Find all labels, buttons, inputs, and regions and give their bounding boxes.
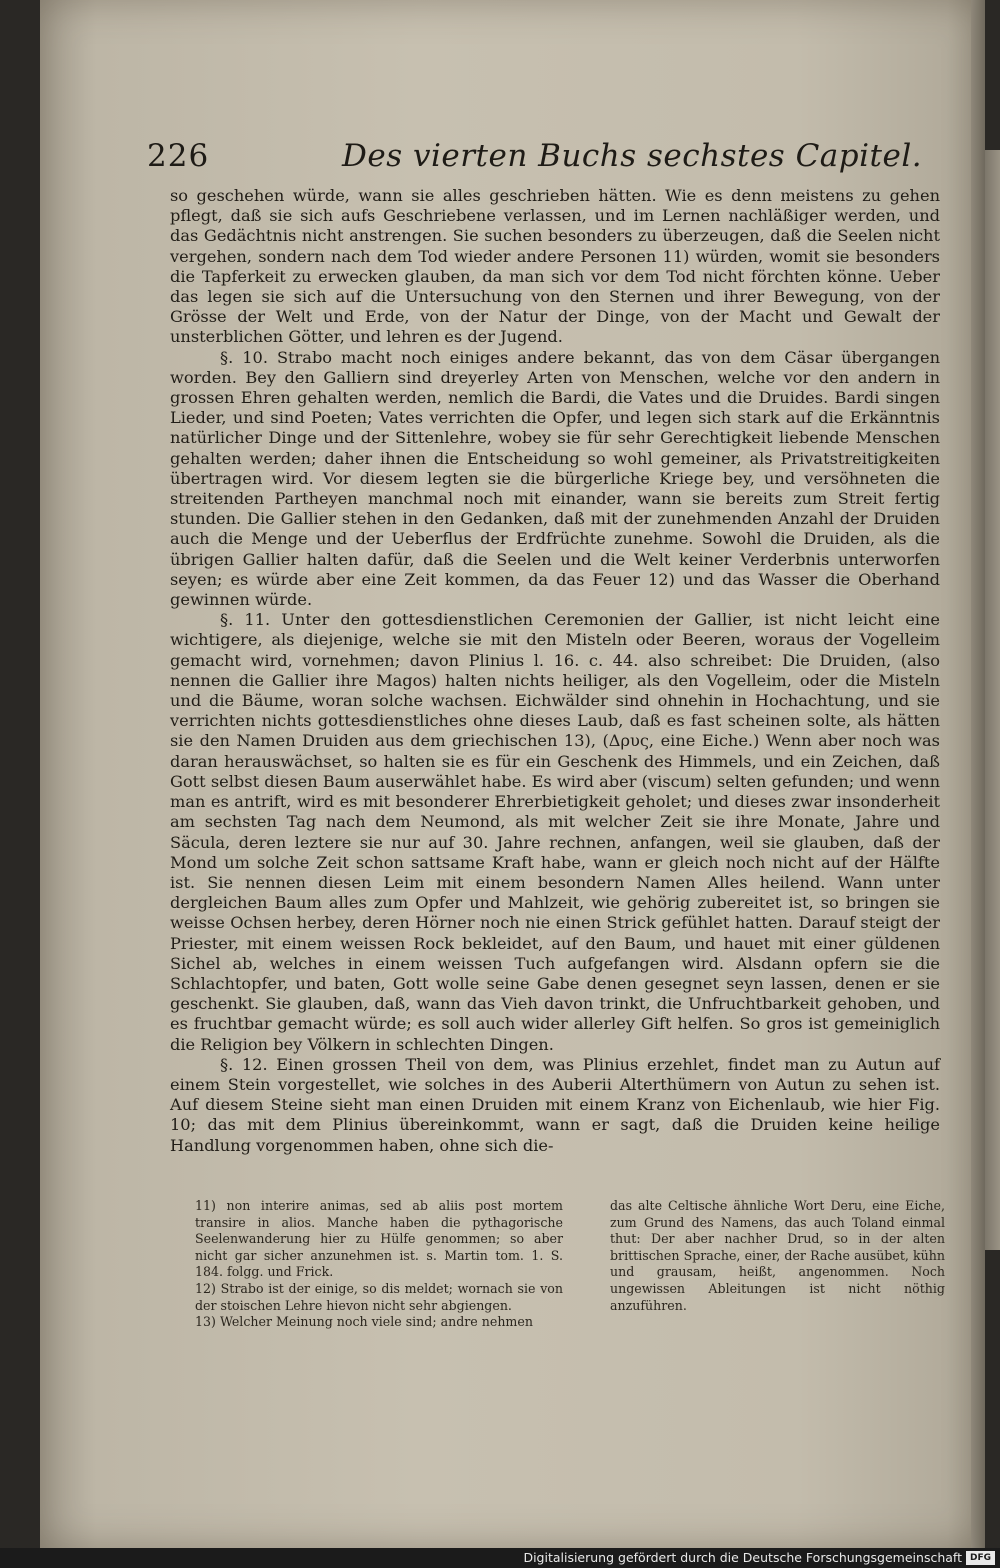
footnote-13-continuation: das alte Celtische ähnliche Wort Deru, eine Eiche, zum Grund des Namens, das auch Toland einmal thut: Der aber nachher Drud, so in der alten brittischen Sprache, einer, der Rache ausübet, kühn und grausam, heißt, angenommen. Noch ungewissen Ableitungen ist nicht nöthig anzuführen.	[610, 1198, 945, 1313]
page-number: 226	[147, 138, 210, 174]
digitization-credit: Digitalisierung gefördert durch die Deutsche Forschungsgemeinschaft	[523, 1550, 962, 1565]
footnote-11: 11) non interire animas, sed ab aliis post mortem transire in alios. Manche haben die pythagorische Seelenwanderung hier zu Hülfe genommen; so aber nicht gar sicher anzunehmen ist. s. Martin tom. 1. S. 184. folgg. und Frick.	[195, 1198, 563, 1280]
paragraph-section-11: §. 11. Unter den gottesdienstlichen Ceremonien der Gallier, ist nicht leicht eine wichtigere, als diejenige, welche sie mit den Misteln oder Beeren, woraus der Vogelleim gemacht wird, vornehmen; davon Plinius l. 16. c. 44. also schreibet: Die Druiden, (also nennen die Gallier ihre Magos) halten nichts heiliger, als den Vogelleim, oder die Misteln und die Bäume, woran solche wachsen. Eichwälder sind ohnehin in Hochachtung, und sie verrichten nichts gottesdienstliches ohne dieses Laub, daß es fast scheinen solte, als hätten sie den Namen Druiden aus dem griechischen 13), (Δρυς, eine Eiche.) Wenn aber noch was daran herauswächset, so halten sie es für ein Geschenk des Himmels, und ein Zeichen, daß Gott selbst diesen Baum auserwählet habe. Es wird aber (viscum) selten gefunden; und wenn man es antrift, wird es mit besonderer Ehrerbietigkeit geholet; und dieses zwar insonderheit am sechsten Tag nach dem Neumond, als mit welcher Zeit sie ihre Monate, Jahre und Säcula, deren leztere sie nur auf 30. Jahre rechnen, anfangen, weil sie glauben, daß der Mond um solche Zeit schon sattsame Kraft habe, wann er gleich noch nicht auf der Hälfte ist. Sie nennen diesen Leim mit einem besondern Namen Alles heilend. Wann unter dergleichen Baum alles zum Opfer und Mahlzeit, wie gehörig zubereitet ist, so bringen sie weisse Ochsen herbey, deren Hörner noch nie einen Strick gefühlet hatten. Darauf steigt der Priester, mit einem weissen Rock bekleidet, auf den Baum, und hauet mit einer güldenen Sichel ab, welches in einem weissen Tuch aufgefangen wird. Alsdann opfern sie die Schlachtopfer, und baten, Gott wolle seine Gabe denen gesegnet seyn lassen, denen er sie geschenkt. Sie glauben, daß, wann das Vieh davon trinkt, die Unfruchtbarkeit gehoben, und es fruchtbar gemacht würde; es soll auch wider allerley Gift helfen. So gros ist gemeiniglich die Religion bey Völkern in schlechten Dingen.	[170, 610, 940, 1054]
footnote-13: 13) Welcher Meinung noch viele sind; andre nehmen	[195, 1314, 533, 1330]
adjacent-page-edge	[985, 150, 1000, 1250]
paragraph-continuation: so geschehen würde, wann sie alles geschrieben hätten. Wie es denn meistens zu gehen pflegt, daß sie sich aufs Geschriebene verlassen, und im Lernen nachläßiger werden, und das Gedächtnis nicht anstrengen. Sie suchen besonders zu überzeugen, daß die Seelen nicht vergehen, sondern nach dem Tod wieder andere Personen 11) würden, womit sie besonders die Tapferkeit zu erwecken glauben, da man sich vor dem Tod nicht förchten könne. Ueber das legen sie sich auf die Untersuchung von den Sternen und ihrer Bewegung, von der Grösse der Welt und Erde, von der Natur der Dinge, von der Macht und Gewalt der unsterblichen Götter, und lehren es der Jugend.	[170, 186, 940, 347]
running-head: Des vierten Buchs sechstes Capitel.	[342, 138, 923, 174]
footnotes-right-column	[610, 1198, 945, 1314]
main-text	[170, 186, 940, 1196]
footnote-12: 12) Strabo ist der einige, so dis meldet; wornach sie von der stoischen Lehre hievon nicht sehr abgiengen.	[195, 1280, 563, 1313]
paragraph-section-10: §. 10. Strabo macht noch einiges andere bekannt, das von dem Cäsar übergangen worden. Bey den Galliern sind dreyerley Arten von Menschen, welche vor den andern in grossen Ehren gehalten werden, nemlich die Bardi, die Vates und die Druides. Bardi singen Lieder, und sind Poeten; Vates verrichten die Opfer, und legen sich stark auf die Erkänntnis natürlicher Dinge und der Sittenlehre, wobey sie für sehr Gerechtigkeit liebende Menschen gehalten werden; daher ihnen die Entscheidung so wohl gemeiner, als Privatstreitigkeiten übertragen wird. Vor diesem legten sie die bürgerliche Kriege bey, und versöhneten die streitenden Partheyen manchmal noch mit einander, wann sie bereits zum Streit fertig stunden. Die Gallier stehen in den Gedanken, daß mit der zunehmenden Anzahl der Druiden auch die Menge und der Ueberflus der Erdfrüchte zunehme. Sowohl die Druiden, als die übrigen Gallier halten dafür, daß die Seelen und die Welt keiner Verderbnis unterworfen seyen; es würde aber eine Zeit kommen, da das Feuer 12) und das Wasser die Oberhand gewinnen würde.	[170, 347, 940, 610]
footnotes	[195, 1198, 947, 1328]
footnotes-left-column	[195, 1198, 563, 1331]
paragraph-section-12: §. 12. Einen grossen Theil von dem, was Plinius erzehlet, findet man zu Autun auf einem Stein vorgestellet, wie solches in des Auberii Alterthümern von Autun zu sehen ist. Auf diesem Steine sieht man einen Druiden mit einem Kranz von Eichenlaub, wie hier Fig. 10; das mit dem Plinius übereinkommt, wann er sagt, daß die Druiden keine heilige Handlung vorgenommen haben, ohne sich die-	[170, 1054, 940, 1155]
page-edge-shadow	[971, 0, 985, 1548]
dfg-logo-icon: DFG	[966, 1551, 995, 1565]
footer-bar	[0, 1548, 1000, 1568]
page-header	[147, 138, 947, 184]
